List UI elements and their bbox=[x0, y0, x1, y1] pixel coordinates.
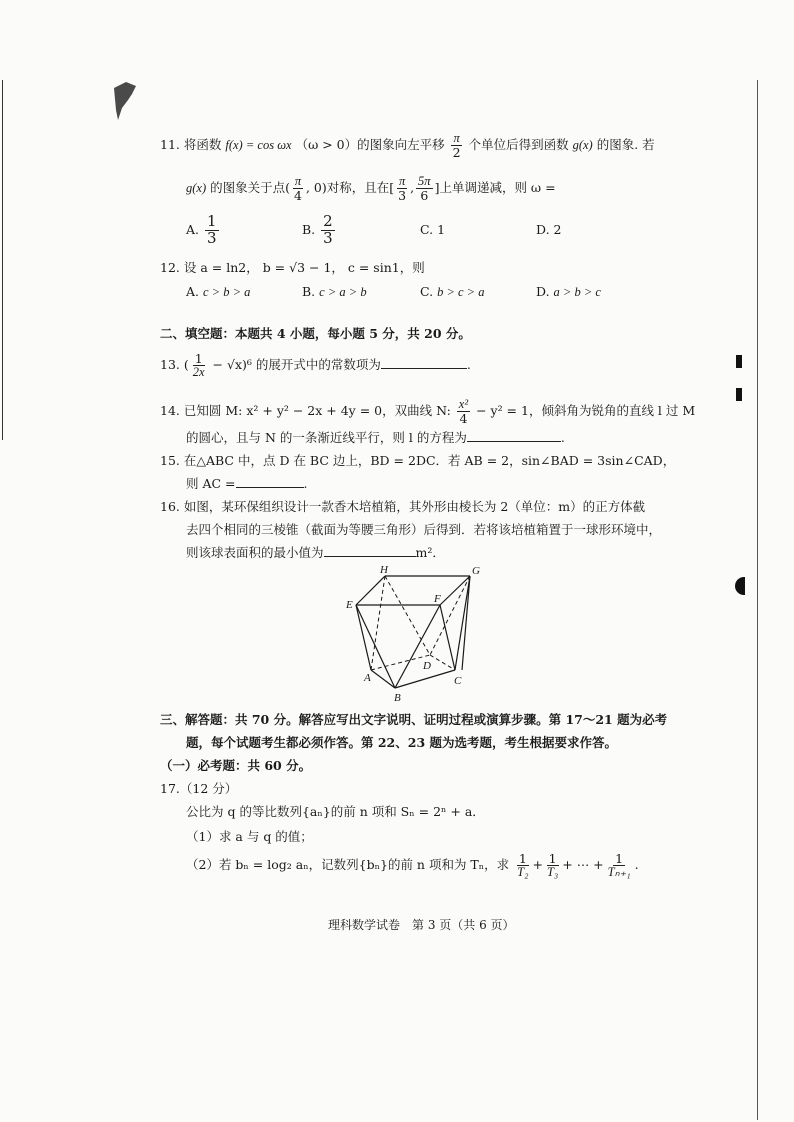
denominator: 3 bbox=[207, 228, 217, 247]
q11-interval-upper bbox=[416, 175, 433, 202]
q16-line3 bbox=[186, 545, 445, 561]
numerator: 5π bbox=[418, 174, 431, 188]
option-label: B. bbox=[302, 221, 316, 237]
q11-text: 的图象向左平移 bbox=[357, 137, 445, 153]
vertex-label-A: A bbox=[364, 672, 371, 684]
q16-number: 16. bbox=[160, 499, 180, 514]
edge-EH bbox=[356, 576, 385, 605]
q15-line2 bbox=[186, 476, 308, 492]
vertex-label-E: E bbox=[346, 599, 353, 611]
q17-number: 17. bbox=[160, 781, 180, 796]
q14-text: 的圆心，且与 N 的一条渐近线平行，则 l 的方程为 bbox=[186, 430, 467, 445]
page-footer: 理科数学试卷 第 3 页（共 6 页） bbox=[328, 918, 515, 932]
q12-option-c bbox=[420, 284, 485, 301]
option-value: b > c > a bbox=[437, 285, 485, 299]
q17-text: （2）若 bₙ = log₂ aₙ，记数列{bₙ}的前 n 项和为 Tₙ，求 bbox=[186, 857, 510, 873]
option-fraction bbox=[321, 214, 335, 247]
scan-edge-line bbox=[757, 80, 758, 1120]
q11-g-expr: g(x) bbox=[186, 181, 207, 196]
q11-option-b bbox=[302, 214, 337, 247]
edge-EA bbox=[356, 605, 371, 670]
hidden-edge-AD bbox=[371, 655, 430, 670]
q11-text: , 0)对称，且在[ bbox=[305, 180, 395, 196]
q11-text: 个单位后得到函数 bbox=[468, 137, 569, 153]
q12-option-a bbox=[186, 284, 250, 301]
option-value: c > b > a bbox=[203, 285, 251, 299]
numerator: x² bbox=[458, 397, 469, 411]
denominator: Tₙ₊₁ bbox=[607, 865, 631, 880]
option-label: D. bbox=[536, 284, 550, 299]
numerator: 1 bbox=[615, 851, 624, 866]
q11-line2: g(x) 的图象关于点( $\frac{\pi}{4}$ , 0)对称，且在[ $\frac{\pi}{3}$ , $\frac{5\pi}{6}$ ]上单调递减，则 ω = bbox=[186, 174, 556, 204]
denominator: 3 bbox=[398, 188, 407, 204]
q11-shift-fraction bbox=[451, 132, 463, 159]
option-label: C. bbox=[420, 222, 434, 237]
q15-end: . bbox=[303, 476, 308, 491]
q11-text: ]上单调递减，则 ω = bbox=[434, 180, 556, 196]
numerator: 1 bbox=[548, 851, 557, 866]
answer-blank[interactable] bbox=[381, 368, 467, 369]
numerator: π bbox=[294, 174, 302, 188]
q14-line2 bbox=[186, 430, 565, 446]
subsection-required: （一）必考题：共 60 分。 bbox=[160, 758, 312, 773]
vertex-label-B: B bbox=[394, 692, 401, 704]
q11-text: 的图象. 若 bbox=[596, 137, 655, 153]
numerator: 2 bbox=[323, 212, 333, 230]
q11-line1 bbox=[160, 132, 655, 159]
option-label: A. bbox=[186, 221, 200, 237]
q14-text: − y² = 1，倾斜角为锐角的直线 l 过 M bbox=[476, 403, 696, 419]
denominator: 4 bbox=[294, 188, 302, 204]
q11-number: 11. bbox=[160, 137, 180, 153]
q17-end: . bbox=[634, 857, 639, 873]
q17-part2: （2）若 bₙ = log₂ aₙ，记数列{bₙ}的前 n 项和为 Tₙ，求 $\frac{1}{\text{T₂}}$ + $\frac{1}{\text{T₃}}$ + ⋯ + $\frac{1}{\text{Tₙ₊₁}}$ . bbox=[186, 851, 639, 880]
q11-point-fraction bbox=[292, 175, 304, 202]
binding-mark bbox=[736, 355, 742, 368]
vertex-label-D: D bbox=[423, 660, 431, 672]
answer-blank[interactable] bbox=[467, 441, 561, 442]
q11-text: 的图象关于点( bbox=[210, 180, 290, 196]
q11-interval-lower bbox=[396, 175, 408, 202]
section-fill-in-heading: 二、填空题：本题共 4 小题，每小题 5 分，共 20 分。 bbox=[160, 326, 471, 341]
q16-text: 去四个相同的三棱锥（截面为等腰三角形）后得到．若将该培植箱置于一球形环境中， bbox=[186, 522, 662, 537]
q16-line2 bbox=[186, 522, 661, 538]
option-value: c > a > b bbox=[319, 285, 367, 299]
denominator: 6 bbox=[420, 188, 429, 204]
edge-FC bbox=[440, 605, 455, 670]
vertex-label-C: C bbox=[454, 675, 462, 687]
option-value: 1 bbox=[437, 222, 446, 237]
q11-option-c bbox=[420, 222, 445, 238]
q17-fraction-3 bbox=[606, 852, 633, 879]
q14-hyperbola-fraction bbox=[457, 398, 470, 425]
q11-option-d bbox=[536, 222, 562, 238]
option-label: D. bbox=[536, 222, 550, 237]
q14-end: . bbox=[560, 430, 565, 445]
denominator: T₂ bbox=[517, 865, 529, 880]
q17-part1: （1）求 a 与 q 的值； bbox=[186, 829, 313, 844]
q12-stem bbox=[160, 260, 425, 276]
numerator: 1 bbox=[518, 851, 527, 866]
q16-polyhedron-figure bbox=[340, 560, 490, 705]
edge-FB bbox=[395, 605, 440, 688]
q16-unit: m²． bbox=[415, 545, 445, 560]
section-solution-heading: 三、解答题：共 70 分。解答应写出文字说明、证明过程或演算步骤。第 17～21 题为必考 bbox=[160, 712, 668, 727]
q12-option-b bbox=[302, 284, 367, 301]
vertex-label-G: G bbox=[472, 565, 480, 577]
edge-EB bbox=[356, 605, 395, 688]
q17-points: （12 分） bbox=[179, 781, 238, 796]
q17-fraction-1 bbox=[515, 852, 530, 879]
q12-option-d bbox=[536, 284, 601, 301]
vertex-label-F: F bbox=[434, 593, 441, 605]
q17-header bbox=[160, 781, 237, 797]
binding-hole bbox=[735, 577, 745, 595]
numerator: 1 bbox=[207, 212, 217, 230]
q11-g-expr: g(x) bbox=[572, 138, 593, 153]
q11-text: 将函数 bbox=[183, 137, 222, 153]
q13-fraction bbox=[191, 352, 207, 379]
corner-stamp bbox=[112, 80, 138, 122]
numerator: π bbox=[398, 174, 406, 188]
binding-mark bbox=[736, 388, 742, 401]
q16-text: 则该球表面积的最小值为 bbox=[186, 545, 324, 560]
section-solution-heading-cont: 题，每个试题考生都必须作答。第 22、23 题为选考题，考生根据要求作答。 bbox=[186, 735, 617, 750]
edge-BC bbox=[395, 670, 455, 688]
q15-number: 15. bbox=[160, 453, 180, 468]
q14-line1 bbox=[160, 398, 695, 425]
q14-text: 已知圆 M: x² + y² − 2x + 4y = 0，双曲线 N: bbox=[183, 403, 451, 419]
denominator: 2x bbox=[192, 365, 205, 380]
scan-edge-line bbox=[2, 80, 3, 440]
option-fraction bbox=[205, 214, 219, 247]
hidden-edge-DC bbox=[430, 655, 455, 670]
q15-text: 则 AC = bbox=[186, 476, 236, 491]
q13-number: 13. bbox=[160, 357, 180, 373]
hidden-edge-HD bbox=[385, 576, 430, 655]
hidden-edge-HA bbox=[371, 576, 385, 670]
q17-ellipsis: + ⋯ + bbox=[562, 857, 604, 873]
option-label: A. bbox=[186, 284, 200, 299]
answer-blank[interactable] bbox=[236, 487, 304, 488]
q13 bbox=[160, 352, 471, 379]
q12-text: 设 a = ln2， b = √3 − 1， c = sin1，则 bbox=[183, 260, 425, 275]
q12-number: 12. bbox=[160, 260, 180, 275]
q11-f-expr: f(x) = cos ωx bbox=[225, 138, 292, 153]
q17-stem: 公比为 q 的等比数列{aₙ}的前 n 项和 Sₙ = 2ⁿ + a． bbox=[186, 804, 485, 819]
q13-text: ( bbox=[183, 357, 189, 373]
q17-fraction-2 bbox=[545, 852, 560, 879]
denominator: 4 bbox=[459, 411, 468, 427]
denominator: T₃ bbox=[546, 865, 559, 880]
numerator: π bbox=[453, 131, 460, 145]
q13-text: − √x)⁶ 的展开式中的常数项为 bbox=[208, 357, 381, 373]
q15-text: 在△ABC 中，点 D 在 BC 边上，BD = 2DC．若 AB = 2，sin∠BAD = 3sin∠CAD， bbox=[183, 453, 676, 468]
q15-line1 bbox=[160, 453, 675, 469]
vertex-label-H: H bbox=[380, 564, 388, 576]
q14-number: 14. bbox=[160, 403, 180, 419]
q16-line1 bbox=[160, 499, 645, 515]
q16-text: 如图，某环保组织设计一款香木培植箱，其外形由棱长为 2（单位：m）的正方体截 bbox=[183, 499, 646, 514]
answer-blank[interactable] bbox=[324, 556, 416, 557]
option-label: C. bbox=[420, 284, 434, 299]
q13-end: . bbox=[466, 357, 471, 373]
denominator: 2 bbox=[452, 145, 461, 161]
numerator: 1 bbox=[194, 351, 203, 366]
q11-option-a bbox=[186, 214, 221, 247]
option-value: a > b > c bbox=[553, 285, 601, 299]
option-value: 2 bbox=[553, 222, 562, 237]
denominator: 3 bbox=[323, 228, 333, 247]
q11-cond: （ω > 0） bbox=[295, 137, 358, 153]
option-label: B. bbox=[302, 284, 316, 299]
